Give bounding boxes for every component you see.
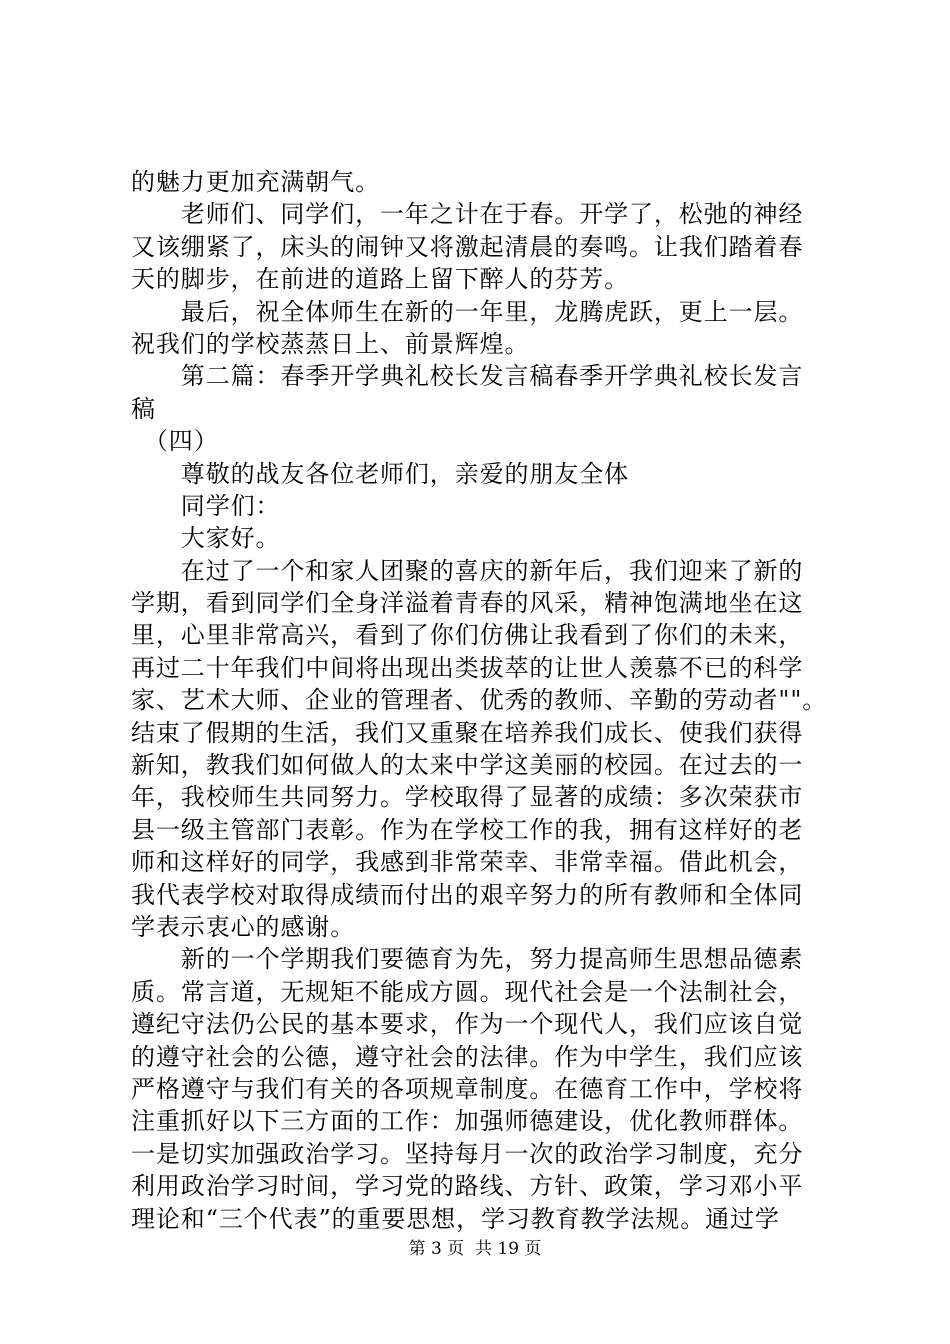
text-line: 最后，祝全体师生在新的一年里，龙腾虎跃，更上一层。 <box>131 297 804 326</box>
text-line: 师和这样好的同学，我感到非常荣幸、非常幸福。借此机会， <box>131 848 804 877</box>
text-line: 县一级主管部门表彰。作为在学校工作的我，拥有这样好的老 <box>131 815 804 844</box>
text-line: 遵纪守法仍公民的基本要求，作为一个现代人，我们应该自觉 <box>131 1010 804 1039</box>
text-line: 一是切实加强政治学习。坚持每月一次的政治学习制度，充分 <box>131 1139 804 1168</box>
text-line: 我代表学校对取得成绩而付出的艰辛努力的所有教师和全体同 <box>131 880 804 909</box>
text-line: 天的脚步，在前进的道路上留下醉人的芬芳。 <box>131 265 629 294</box>
text-line: 又该绷紧了，床头的闹钟又将激起清晨的奏鸣。让我们踏着春 <box>131 232 804 261</box>
text-line: 的魅力更加充满朝气。 <box>131 168 380 196</box>
document-body <box>131 166 831 1235</box>
text-line: 再过二十年我们中间将出现出类拔萃的让世人羡慕不已的科学 <box>131 653 804 682</box>
salutation: 尊敬的战友各位老师们，亲爱的朋友全体 <box>131 459 629 488</box>
section-heading: 稿 <box>131 394 156 423</box>
text-line: 祝我们的学校蒸蒸日上、前景辉煌。 <box>131 329 530 358</box>
text-line: 年，我校师生共同努力。学校取得了显著的成绩：多次荣获市 <box>131 783 804 812</box>
text-line: 质。常言道，无规矩不能成方圆。现代社会是一个法制社会， <box>131 977 804 1006</box>
text-line: 结束了假期的生活，我们又重聚在培养我们成长、使我们获得 <box>131 718 804 747</box>
text-line: 在过了一个和家人团聚的喜庆的新年后，我们迎来了新的 <box>131 556 804 585</box>
text-line: 利用政治学习时间，学习党的路线、方针、政策，学习邓小平 <box>131 1172 804 1201</box>
subsection-number: （四） <box>131 427 219 456</box>
text-line: 严格遵守与我们有关的各项规章制度。在德育工作中，学校将 <box>131 1074 804 1103</box>
text-line: 学表示衷心的感谢。 <box>131 912 356 941</box>
text-line: 理论和“三个代表”的重要思想，学习教育教学法规。通过学 <box>131 1204 780 1233</box>
section-heading: 第二篇：春季开学典礼校长发言稿春季开学典礼校长发言 <box>131 362 804 391</box>
text-line: 里，心里非常高兴，看到了你们仿佛让我看到了你们的未来， <box>131 621 804 650</box>
text-line: 学期，看到同学们全身洋溢着青春的风采，精神饱满地坐在这 <box>131 589 804 618</box>
text-line: 注重抓好以下三方面的工作：加强师德建设，优化教师群体。 <box>131 1107 804 1136</box>
salutation: 同学们： <box>131 491 281 520</box>
greeting: 大家好。 <box>131 524 281 553</box>
text-line: 新的一个学期我们要德育为先，努力提高师生思想品德素 <box>131 945 804 974</box>
text-line: 新知，教我们如何做人的太来中学这美丽的校园。在过去的一 <box>131 751 804 780</box>
text-line: 家、艺术大师、企业的管理者、优秀的教师、辛勤的劳动者""。 <box>131 686 828 715</box>
text-line: 的遵守社会的公德，遵守社会的法律。作为中学生，我们应该 <box>131 1042 804 1071</box>
text-line: 老师们、同学们，一年之计在于春。开学了，松弛的神经 <box>131 200 804 229</box>
page-footer: 第 3 页 共 19 页 <box>408 1239 542 1259</box>
